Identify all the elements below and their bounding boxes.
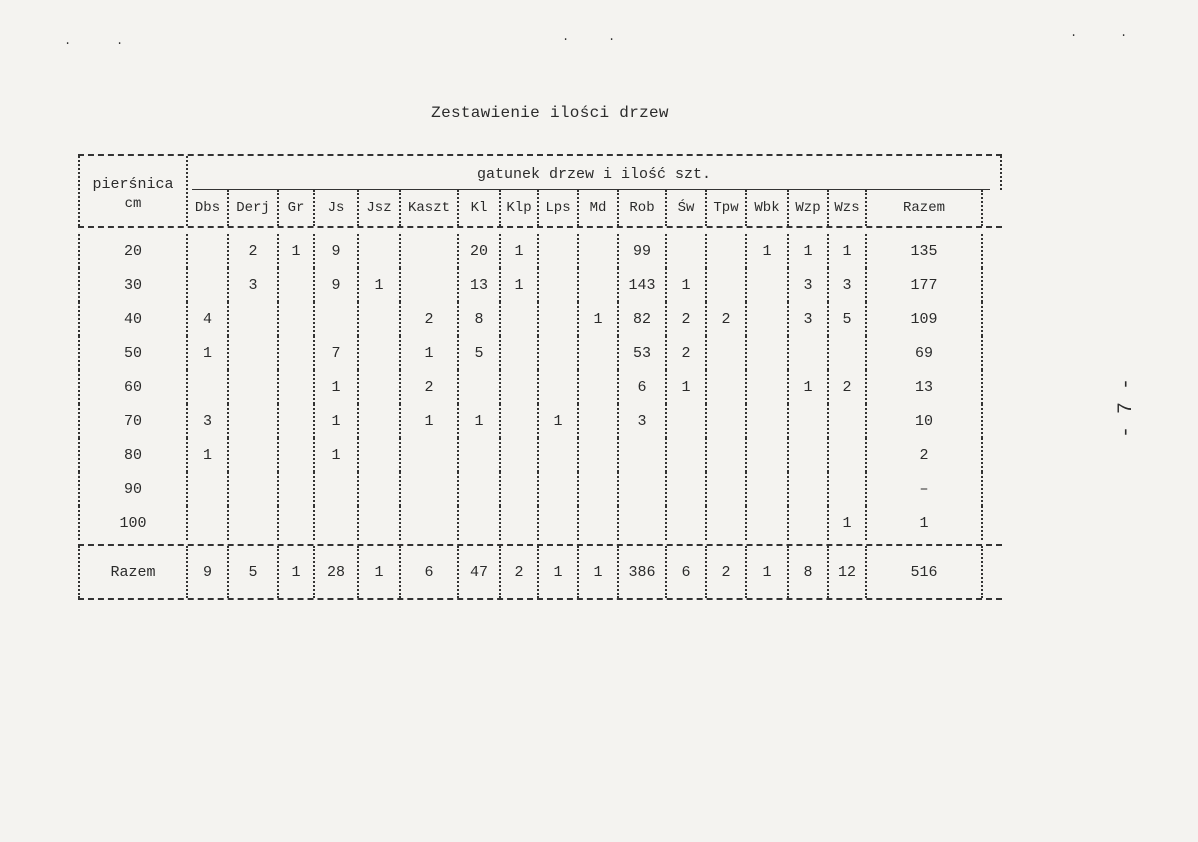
table-cell: 1: [401, 336, 459, 370]
table-cell: [279, 302, 315, 336]
table-cell: 1: [747, 234, 789, 268]
diameter-unit: cm: [124, 196, 142, 212]
column-header-jsz: Jsz: [359, 190, 401, 226]
table-cell: 3: [789, 268, 829, 302]
table-cell: 6: [619, 370, 667, 404]
table-row: [78, 404, 1002, 438]
scan-mark: .: [1120, 26, 1128, 40]
table-cell: [789, 404, 829, 438]
total-cell: 1: [279, 546, 315, 598]
table-cell: [501, 404, 539, 438]
table-cell: [459, 506, 501, 540]
table-cell: [188, 370, 229, 404]
column-header-kaszt: Kaszt: [401, 190, 459, 226]
table-cell: [229, 404, 279, 438]
table-cell: [188, 472, 229, 506]
table-cell: 143: [619, 268, 667, 302]
table-cell: 1: [315, 370, 359, 404]
total-cell: 9: [188, 546, 229, 598]
table-cell: [789, 472, 829, 506]
diameter-header: [78, 156, 188, 226]
table-cell: –: [867, 472, 983, 506]
table-cell: [279, 472, 315, 506]
table-cell: [747, 370, 789, 404]
table-cell: [501, 336, 539, 370]
table-cell: [747, 336, 789, 370]
diameter-cell: 90: [78, 472, 188, 506]
table-cell: [315, 506, 359, 540]
table-cell: [359, 506, 401, 540]
table-cell: 2: [667, 336, 707, 370]
total-cell: 1: [747, 546, 789, 598]
table-cell: [539, 506, 579, 540]
column-header-derj: Derj: [229, 190, 279, 226]
table-cell: [579, 438, 619, 472]
table-cell: 1: [188, 438, 229, 472]
table-row: [78, 336, 1002, 370]
table-cell: [501, 302, 539, 336]
table-cell: 99: [619, 234, 667, 268]
scan-mark: .: [64, 34, 72, 48]
table-cell: 1: [789, 234, 829, 268]
table-cell: [539, 268, 579, 302]
table-cell: [315, 472, 359, 506]
column-header-gr: Gr: [279, 190, 315, 226]
table-cell: 1: [459, 404, 501, 438]
table-cell: [747, 404, 789, 438]
scan-mark: .: [116, 34, 124, 48]
table-cell: [229, 370, 279, 404]
table-cell: [667, 438, 707, 472]
table-cell: 1: [829, 234, 867, 268]
table-cell: [707, 370, 747, 404]
species-group-header: [188, 156, 1002, 190]
table-cell: [707, 472, 747, 506]
table-cell: 1: [315, 404, 359, 438]
diameter-cell: 60: [78, 370, 188, 404]
table-cell: 2: [401, 370, 459, 404]
table-header: [78, 156, 1002, 228]
table-cell: [459, 370, 501, 404]
table-cell: 2: [707, 302, 747, 336]
table-body: [78, 228, 1002, 546]
total-cell: 1: [539, 546, 579, 598]
total-cell: 6: [667, 546, 707, 598]
total-cell: 516: [867, 546, 983, 598]
table-cell: [789, 438, 829, 472]
diameter-cell: 40: [78, 302, 188, 336]
diameter-cell: 30: [78, 268, 188, 302]
table-cell: 1: [501, 268, 539, 302]
table-cell: 1: [315, 438, 359, 472]
table-cell: [229, 438, 279, 472]
table-cell: [707, 438, 747, 472]
table-cell: [829, 404, 867, 438]
total-cell: 12: [829, 546, 867, 598]
table-row: [78, 370, 1002, 404]
total-cell: 47: [459, 546, 501, 598]
total-cell: 1: [579, 546, 619, 598]
table-cell: 10: [867, 404, 983, 438]
table-cell: [501, 370, 539, 404]
total-cell: 386: [619, 546, 667, 598]
table-cell: [707, 404, 747, 438]
table-cell: 82: [619, 302, 667, 336]
table-cell: [401, 234, 459, 268]
table-row: [78, 234, 1002, 268]
table-cell: 1: [188, 336, 229, 370]
table-cell: [619, 472, 667, 506]
column-header-js: Js: [315, 190, 359, 226]
table-cell: [707, 234, 747, 268]
table-cell: [829, 336, 867, 370]
table-cell: [707, 268, 747, 302]
total-label: Razem: [78, 546, 188, 598]
table-cell: [279, 506, 315, 540]
table-cell: [279, 404, 315, 438]
table-cell: [359, 472, 401, 506]
table-cell: [359, 234, 401, 268]
table-cell: [359, 438, 401, 472]
table-cell: [359, 370, 401, 404]
table-cell: 1: [579, 302, 619, 336]
table-cell: [579, 268, 619, 302]
table-cell: [539, 302, 579, 336]
scan-mark: .: [562, 30, 570, 44]
table-cell: 5: [829, 302, 867, 336]
table-cell: [539, 438, 579, 472]
table-cell: 53: [619, 336, 667, 370]
table-cell: [401, 506, 459, 540]
column-header-dbs: Dbs: [188, 190, 229, 226]
diameter-cell: 20: [78, 234, 188, 268]
diameter-cell: 70: [78, 404, 188, 438]
table-cell: 13: [867, 370, 983, 404]
diameter-label: pierśnica: [92, 176, 174, 193]
table-cell: [579, 234, 619, 268]
table-cell: [579, 404, 619, 438]
table-row: [78, 472, 1002, 506]
total-cell: 5: [229, 546, 279, 598]
table-cell: [229, 336, 279, 370]
total-cell: 6: [401, 546, 459, 598]
table-cell: [747, 472, 789, 506]
table-cell: [459, 472, 501, 506]
column-header-klp: Klp: [501, 190, 539, 226]
table-cell: 9: [315, 234, 359, 268]
column-header-św: Św: [667, 190, 707, 226]
table-cell: [359, 336, 401, 370]
table-cell: [359, 302, 401, 336]
total-cell: 8: [789, 546, 829, 598]
table-cell: [667, 472, 707, 506]
table-cell: [401, 472, 459, 506]
table-cell: [667, 234, 707, 268]
table-cell: 3: [229, 268, 279, 302]
column-headers: [188, 190, 1002, 226]
table-cell: 1: [401, 404, 459, 438]
table-cell: 3: [619, 404, 667, 438]
table-cell: 177: [867, 268, 983, 302]
column-header-md: Md: [579, 190, 619, 226]
column-header-tpw: Tpw: [707, 190, 747, 226]
table-cell: 1: [279, 234, 315, 268]
table-cell: [619, 438, 667, 472]
table-cell: [829, 472, 867, 506]
table-cell: [279, 336, 315, 370]
table-cell: 1: [867, 506, 983, 540]
table-cell: 3: [829, 268, 867, 302]
tree-count-table: [78, 154, 1002, 600]
table-cell: [359, 404, 401, 438]
table-cell: [707, 506, 747, 540]
table-cell: [315, 302, 359, 336]
table-cell: [667, 404, 707, 438]
table-cell: 1: [667, 268, 707, 302]
table-cell: 13: [459, 268, 501, 302]
total-cell: 2: [707, 546, 747, 598]
table-cell: [579, 370, 619, 404]
column-header-wzp: Wzp: [789, 190, 829, 226]
table-cell: 2: [401, 302, 459, 336]
table-cell: [789, 506, 829, 540]
table-cell: [539, 370, 579, 404]
table-cell: [501, 506, 539, 540]
table-cell: [501, 472, 539, 506]
table-cell: [747, 268, 789, 302]
table-cell: [747, 506, 789, 540]
page-title: Zestawienie ilości drzew: [431, 104, 669, 122]
table-row: [78, 506, 1002, 540]
table-row: [78, 268, 1002, 302]
table-cell: 3: [789, 302, 829, 336]
column-header-lps: Lps: [539, 190, 579, 226]
column-header-wbk: Wbk: [747, 190, 789, 226]
table-cell: 3: [188, 404, 229, 438]
table-cell: [401, 268, 459, 302]
table-cell: 5: [459, 336, 501, 370]
table-cell: [539, 234, 579, 268]
table-cell: 1: [539, 404, 579, 438]
table-cell: [401, 438, 459, 472]
table-cell: 20: [459, 234, 501, 268]
table-cell: [579, 336, 619, 370]
table-cell: [789, 336, 829, 370]
table-cell: [229, 302, 279, 336]
column-header-rob: Rob: [619, 190, 667, 226]
table-cell: 135: [867, 234, 983, 268]
table-cell: [579, 472, 619, 506]
diameter-cell: 100: [78, 506, 188, 540]
table-row: [78, 302, 1002, 336]
total-cell: 28: [315, 546, 359, 598]
table-cell: [747, 302, 789, 336]
table-cell: 4: [188, 302, 229, 336]
column-header-razem: Razem: [867, 190, 983, 226]
diameter-cell: 50: [78, 336, 188, 370]
table-cell: [188, 234, 229, 268]
species-group-title: gatunek drzew i ilość szt.: [476, 166, 712, 183]
table-cell: 1: [501, 234, 539, 268]
table-cell: 1: [359, 268, 401, 302]
table-cell: 1: [829, 506, 867, 540]
table-cell: [279, 370, 315, 404]
total-cell: 2: [501, 546, 539, 598]
total-cell: 1: [359, 546, 401, 598]
total-row: [78, 546, 1002, 598]
table-cell: 2: [867, 438, 983, 472]
column-header-kl: Kl: [459, 190, 501, 226]
column-header-wzs: Wzs: [829, 190, 867, 226]
table-cell: [579, 506, 619, 540]
table-cell: 2: [829, 370, 867, 404]
table-cell: 69: [867, 336, 983, 370]
table-cell: [667, 506, 707, 540]
scan-mark: .: [608, 30, 616, 44]
table-cell: 1: [789, 370, 829, 404]
table-cell: [229, 472, 279, 506]
table-cell: 9: [315, 268, 359, 302]
table-cell: 1: [667, 370, 707, 404]
diameter-cell: 80: [78, 438, 188, 472]
table-cell: 2: [229, 234, 279, 268]
table-cell: 109: [867, 302, 983, 336]
table-row: [78, 438, 1002, 472]
page-number: - 7 -: [1115, 378, 1138, 439]
table-cell: [188, 506, 229, 540]
table-cell: [501, 438, 539, 472]
table-cell: [459, 438, 501, 472]
table-cell: 8: [459, 302, 501, 336]
table-cell: [539, 472, 579, 506]
table-cell: [829, 438, 867, 472]
scan-mark: .: [1070, 26, 1078, 40]
table-cell: [539, 336, 579, 370]
table-cell: [707, 336, 747, 370]
table-cell: [279, 438, 315, 472]
table-cell: 2: [667, 302, 707, 336]
table-cell: [279, 268, 315, 302]
table-cell: [747, 438, 789, 472]
table-cell: [229, 506, 279, 540]
table-cell: [188, 268, 229, 302]
table-cell: [619, 506, 667, 540]
table-cell: 7: [315, 336, 359, 370]
